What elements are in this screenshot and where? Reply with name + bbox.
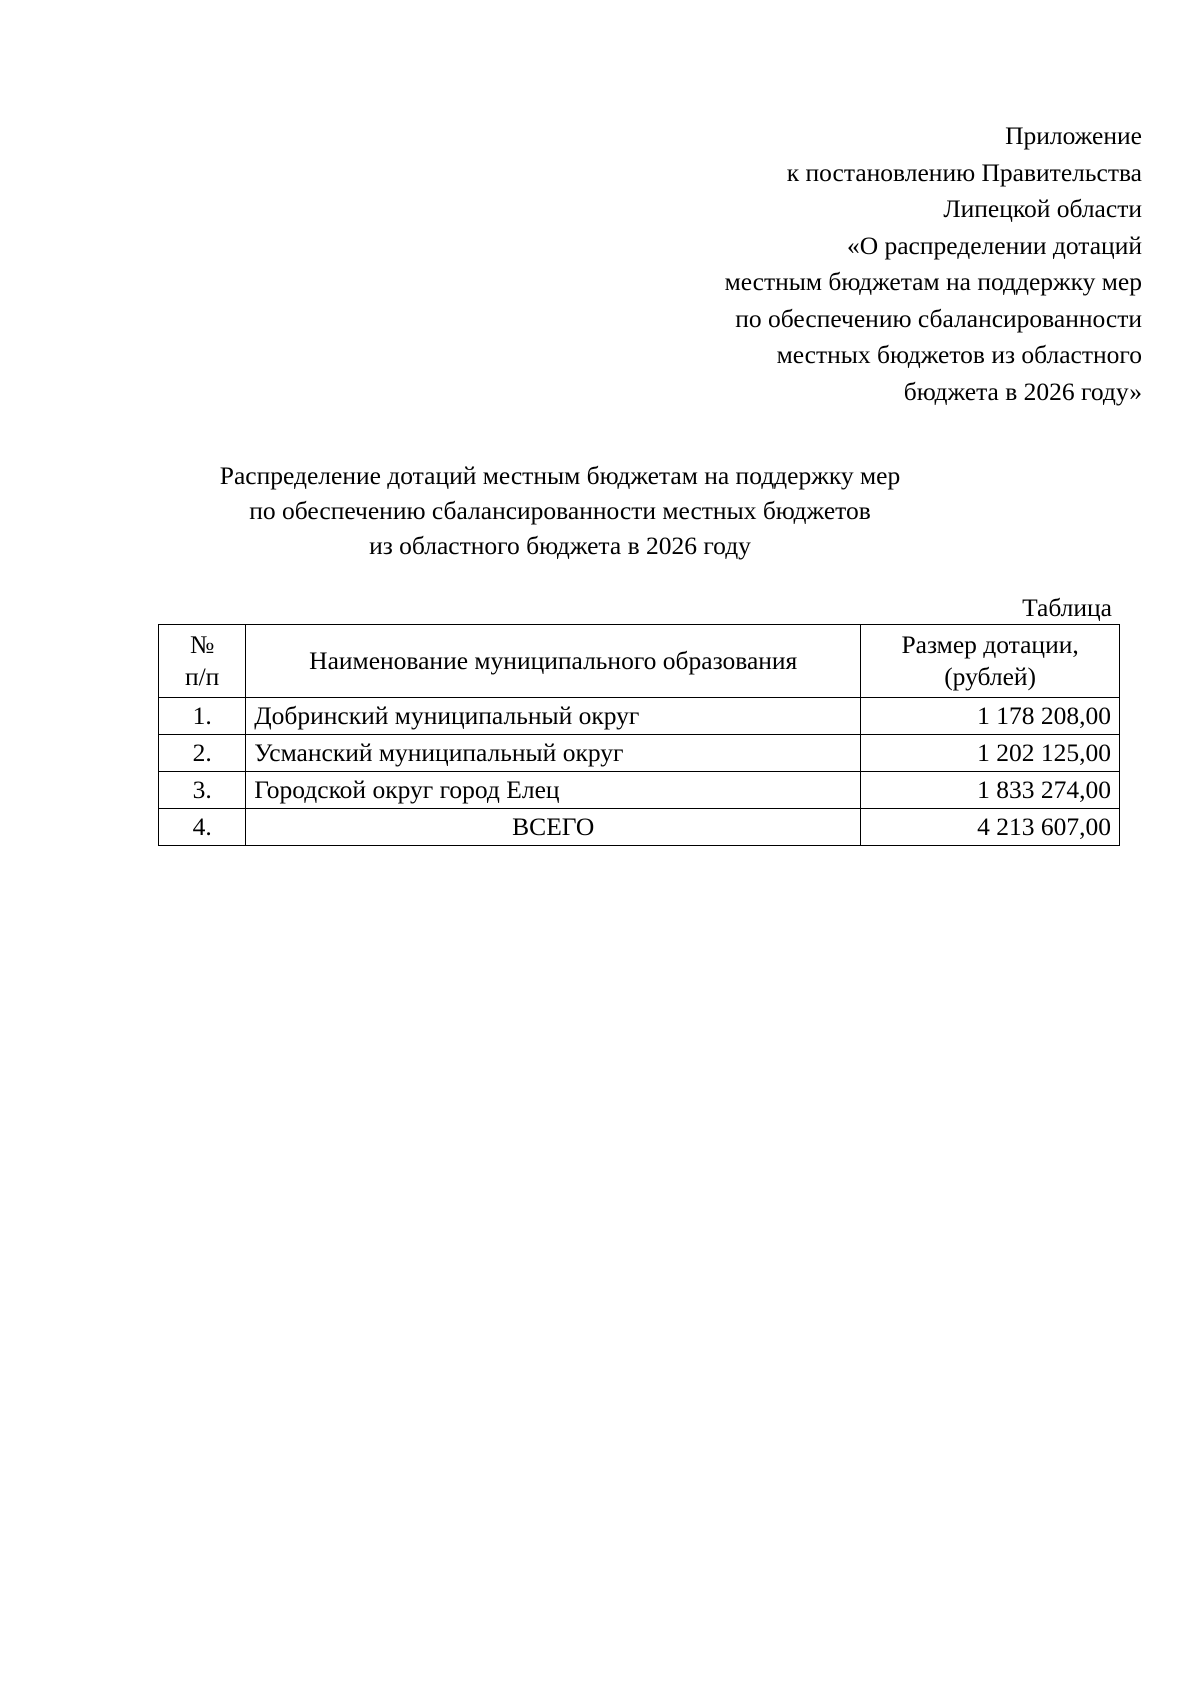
appendix-line: Липецкой области (943, 194, 1142, 223)
header-number-line: № (189, 630, 215, 659)
header-amount-line: (рублей) (944, 662, 1037, 691)
row-municipality: Добринский муниципальный округ (246, 698, 861, 735)
table-header (159, 625, 1120, 698)
appendix-line: местных бюджетов из областного (776, 340, 1142, 369)
row-total-amount: 4 213 607,00 (861, 809, 1120, 846)
row-municipality: Городской округ город Елец (246, 772, 861, 809)
appendix-line: «О распределении дотаций (846, 230, 1142, 260)
row-amount: 1 833 274,00 (861, 772, 1120, 809)
row-number: 3. (159, 772, 246, 809)
table-row (159, 735, 1120, 772)
header-municipality: Наименование муниципального образования (246, 625, 861, 698)
header-amount (861, 625, 1120, 698)
row-number: 1. (159, 698, 246, 735)
appendix-line: Приложение (1005, 121, 1142, 150)
row-amount: 1 202 125,00 (861, 735, 1120, 772)
row-number: 2. (159, 735, 246, 772)
title-line: Распределение дотаций местным бюджетам на поддержку мер (219, 461, 901, 490)
table-caption: Таблица (1022, 593, 1112, 622)
row-amount: 1 178 208,00 (861, 698, 1120, 735)
table-total-row (159, 809, 1120, 846)
title-line: по обеспечению сбалансированности местных бюджетов (249, 496, 871, 525)
table-row (159, 698, 1120, 735)
appendix-header (442, 118, 1142, 410)
row-total-label: ВСЕГО (246, 809, 861, 846)
allocation-table (158, 624, 1120, 846)
row-number: 4. (159, 809, 246, 846)
appendix-line: к постановлению Правительства (786, 157, 1142, 187)
header-number (159, 625, 246, 698)
header-number-line: п/п (184, 662, 220, 691)
table-row (159, 772, 1120, 809)
header-amount-line: Размер дотации, (901, 630, 1079, 659)
table-body (159, 698, 1120, 846)
table-header-row (159, 625, 1120, 698)
document-title (120, 458, 1000, 563)
row-municipality: Усманский муниципальный округ (246, 735, 861, 772)
appendix-line: по обеспечению сбалансированности (735, 303, 1142, 333)
appendix-line: местным бюджетам на поддержку мер (724, 267, 1142, 296)
appendix-line: бюджета в 2026 году» (903, 376, 1142, 406)
title-line: из областного бюджета в 2026 году (369, 531, 751, 560)
